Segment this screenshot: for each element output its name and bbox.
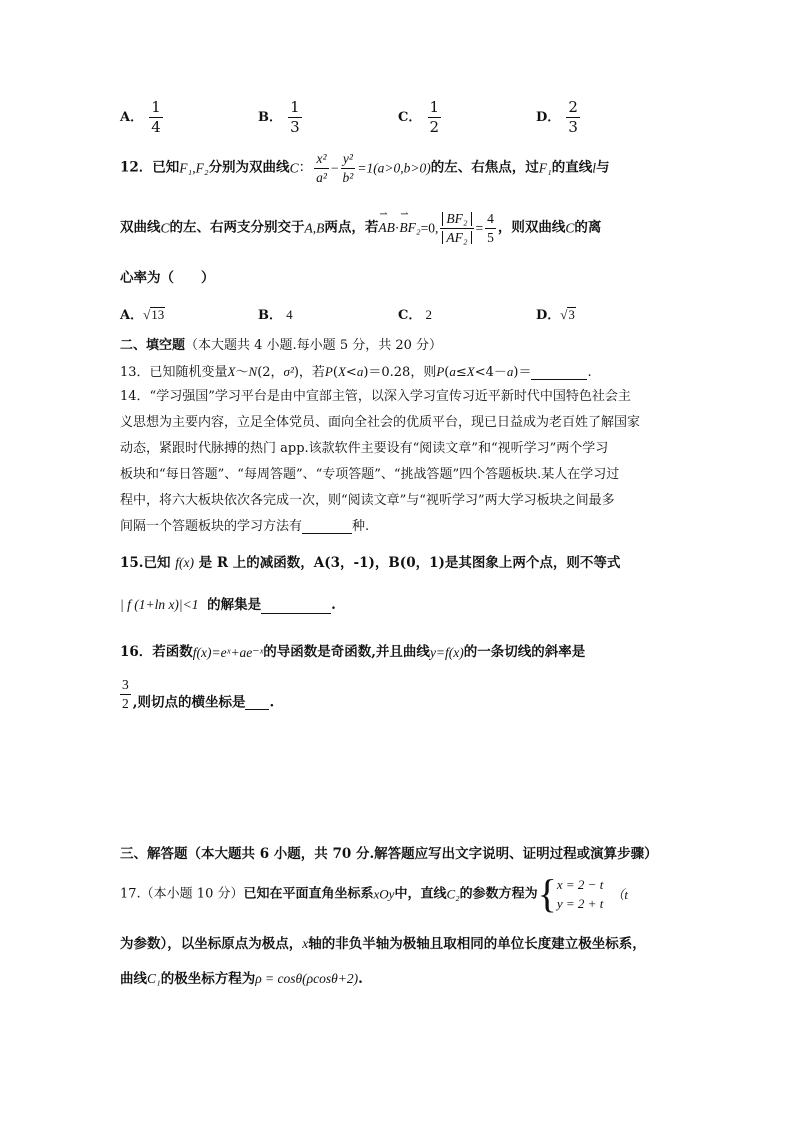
q14-line-6: 间隔一个答题板块的学习方法有 种. (120, 519, 370, 534)
q11-option-a (120, 100, 165, 135)
option-label: B． (258, 110, 282, 125)
ratio-bf2-af2: $\frac{\text{BF₂}}{\text{AF₂}}$ (440, 212, 473, 244)
q17-line-1: 17.（本小题 10 分）已知在平面直角坐标系xOy中，直线C₂的参数方程为{ x = 2 − t y = 2 + t （t (120, 871, 628, 916)
q15-line-2: | f (1+ln x)|<1 的解集是 . (120, 597, 336, 613)
option-label: A． (120, 110, 144, 125)
answer-blank[interactable] (531, 366, 587, 380)
q17-line-2: 为参数），以坐标原点为极点，x轴的非负半轴为极轴且取相同的单位长度建立极坐标系， (120, 936, 646, 952)
q14-line-5: 程中，将六大板块依次各完成一次，则“阅读文章”与“视听学习”两大学习板块之间最多 (120, 493, 615, 508)
q14-line-1: 14．“学习强国”学习平台是由中宣部主管，以深入学习宣传习近平新时代中国特色社会主 (120, 389, 631, 404)
q14-line-2: 义思想为主要内容，立足全体党员、面向全社会的优质平台，现已日益成为老百姓了解国家 (120, 415, 641, 430)
q12-line-1: 12．已知F₁,F₂分别为双曲线C： $\frac{\text{x²}}{\text{a²}}$ − $\frac{\text{y²}}{\text{b²}}$ =1(a>0,b>0)的左、右焦点，过F₁的直线l与 (120, 151, 610, 185)
q16-line-2: $\frac{3}{2}$ ,则切点的横坐标是 . (122, 677, 275, 711)
q16-line-1: 16．若函数f(x)=eˣ+ae⁻ˣ的导函数是奇函数,并且曲线y=f(x)的一条切线的斜率是 (120, 644, 586, 660)
fraction-x2-a2: $\frac{\text{x²}}{\text{a²}}$ (316, 151, 327, 185)
q12-option-d: D． √ 3 (536, 307, 575, 323)
section-2-heading: 二、填空题（本大题共 4 小题.每小题 5 分，共 20 分） (120, 338, 443, 353)
fraction: $\frac{1}{3}$ (290, 98, 300, 136)
section-3-heading: 三、解答题（本大题共 6 小题，共 70 分.解答题应写出文字说明、证明过程或演算步骤） (120, 846, 658, 862)
option-label: C． (398, 110, 422, 125)
q11-option-d (536, 100, 582, 135)
fraction-y2-b2: $\frac{\text{y²}}{\text{b²}}$ (342, 151, 354, 185)
option-label: D． (536, 110, 561, 125)
q12-option-c: C． 2 (398, 307, 432, 323)
fraction-3-2: $\frac{3}{2}$ (122, 677, 129, 711)
answer-blank[interactable] (261, 599, 331, 614)
left-brace: { (537, 871, 557, 916)
q12-line-2: 双曲线C的左、右两支分别交于A,B两点，若⇀ AB·⇀ BF₂=0, $\frac{\text{BF₂}}{\text{AF₂}}$ = $\frac{4}{5}$ ，则双曲线C的离 (120, 212, 601, 244)
q11-option-b (258, 100, 304, 135)
q12-line-3: 心率为（ ） (120, 270, 215, 286)
question-13: 13．已知随机变量X～N(2，σ²)，若P(X<a)＝0.28，则P(a≤X<4－a)＝ . (120, 364, 592, 380)
q14-line-4: 板块和“每日答题”、“每周答题”、“专项答题”、“挑战答题”四个答题板块.某人在学习过 (120, 467, 620, 482)
fraction: $\frac{1}{2}$ (429, 98, 440, 136)
q11-option-c (398, 100, 443, 135)
parametric-system: x = 2 − t y = 2 + t (556, 876, 604, 911)
answer-blank[interactable] (302, 520, 352, 534)
q15-line-1: 15.已知 f(x) 是 R 上的减函数，A(3，-1)，B(0，1)是其图象上两个点，则不等式 (120, 555, 621, 571)
q17-line-3: 曲线C₁的极坐标方程为ρ = cosθ(ρcosθ+2). (120, 971, 363, 987)
fraction-4-5: $\frac{4}{5}$ (487, 211, 494, 245)
q12-option-b: B． 4 (258, 307, 293, 323)
fraction: $\frac{1}{4}$ (151, 98, 161, 136)
q12-option-a: A． √ 13 (120, 307, 165, 323)
q14-line-3: 动态，紧跟时代脉搏的热门 app.该款软件主要设有“阅读文章”和“视听学习”两个学习 (120, 441, 609, 456)
answer-blank[interactable] (245, 696, 269, 711)
fraction: $\frac{2}{3}$ (568, 98, 578, 136)
